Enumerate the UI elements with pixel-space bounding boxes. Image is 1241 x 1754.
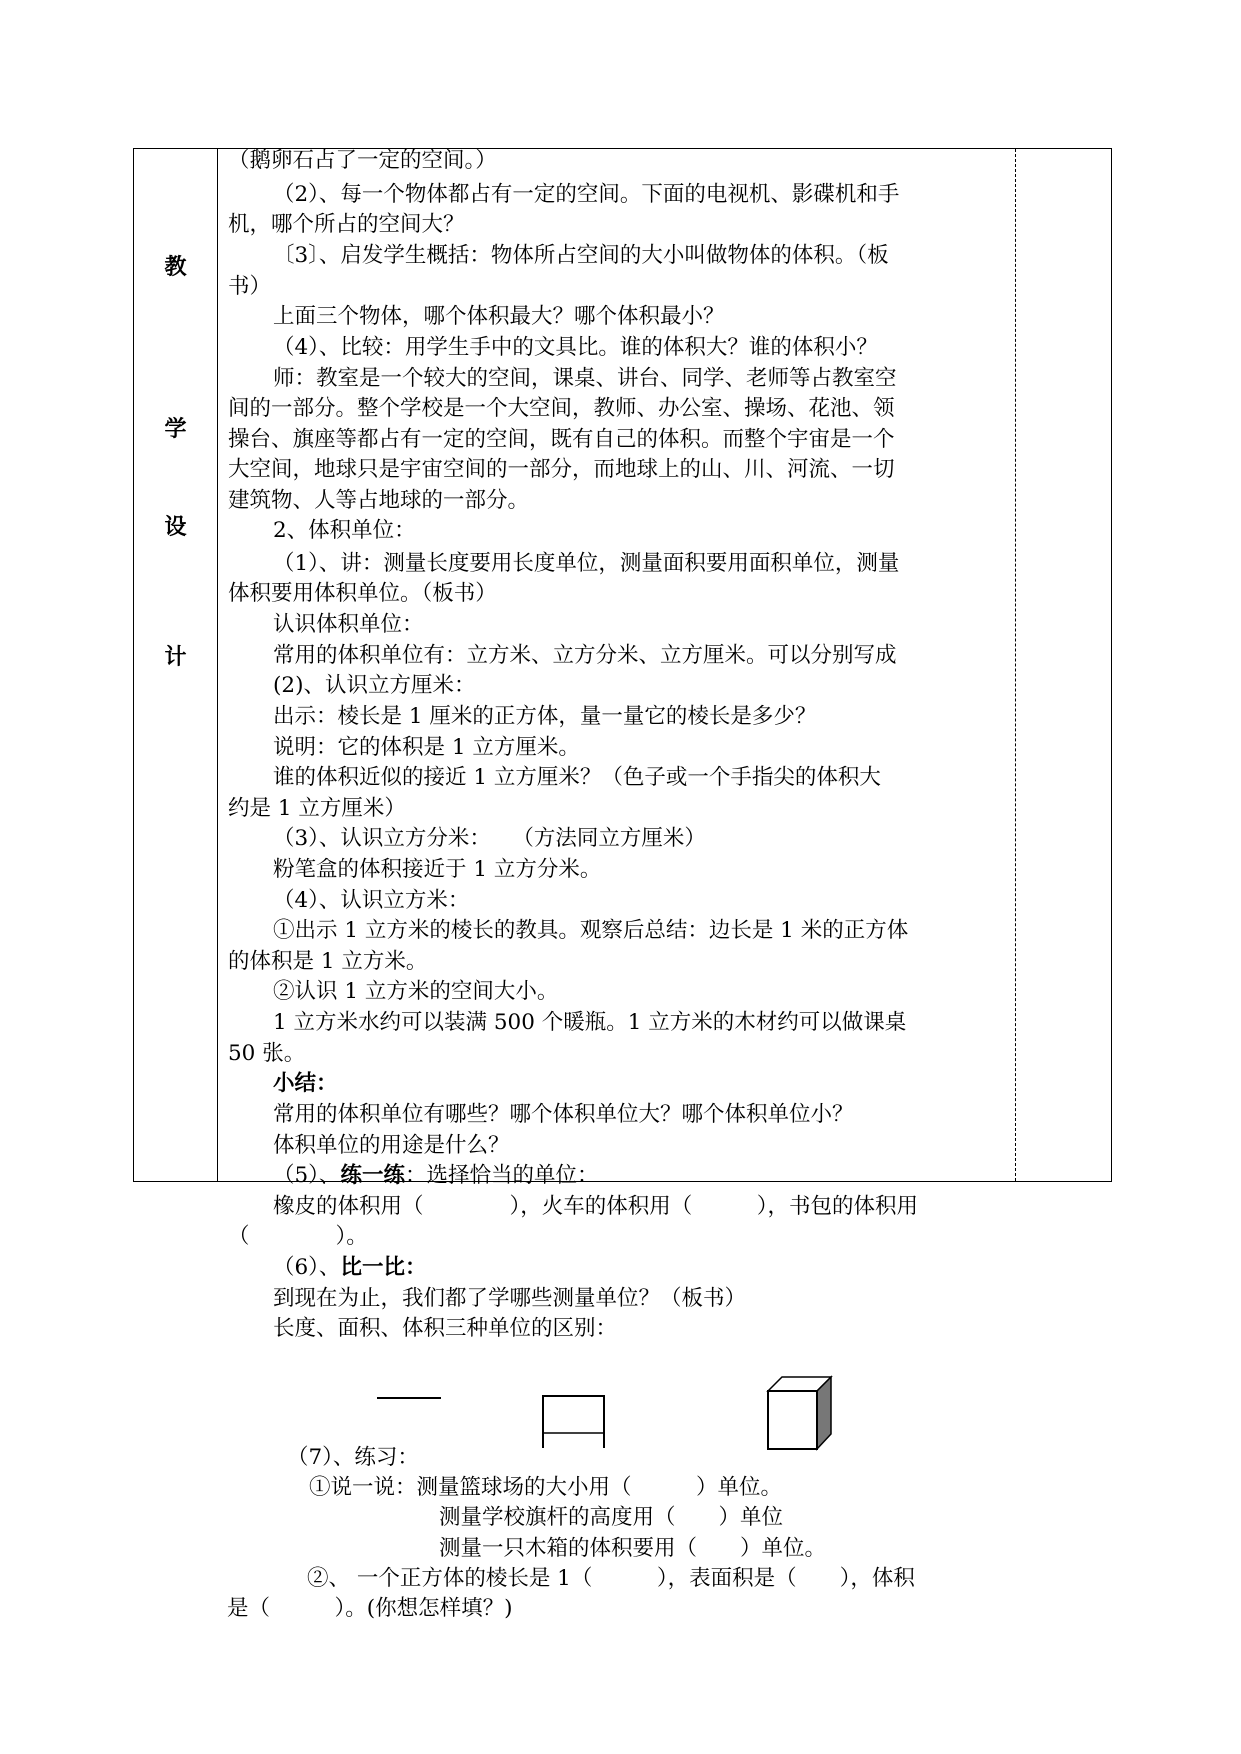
- text-line: 体积要用体积单位。（板书）: [228, 581, 497, 606]
- text-line: （4）、比较：用学生手中的文具比。谁的体积大？谁的体积小？: [273, 335, 878, 360]
- lesson-plan-table: [133, 148, 1112, 1341]
- practice-heading: （5）、练一练：选择恰当的单位：: [273, 1163, 599, 1188]
- text-line: 长度、面积、体积三种单位的区别：: [273, 1316, 618, 1341]
- column-divider-right: [1015, 149, 1016, 1181]
- text-line: （4）、认识立方米：: [273, 888, 470, 913]
- text-line: 认识体积单位：: [273, 612, 424, 637]
- volume-cube-figure: [765, 1374, 835, 1452]
- side-label-char-2: 学: [164, 416, 187, 442]
- text-line: ②认识 1 立方米的空间大小。: [273, 979, 559, 1004]
- text-line: （7）、练习：: [287, 1445, 419, 1470]
- text-line: 操台、旗座等都占有一定的空间，既有自己的体积。而整个宇宙是一个: [228, 427, 895, 452]
- text-line: 常用的体积单位有：立方米、立方分米、立方厘米。可以分别写成: [273, 643, 897, 668]
- text-line: （ ）。: [228, 1224, 368, 1249]
- text-line: 2、体积单位：: [273, 518, 416, 543]
- text-line: （2）、每一个物体都占有一定的空间。下面的电视机、影碟机和手: [273, 182, 900, 207]
- text-line: 橡皮的体积用（ ），火车的体积用（ ），书包的体积用: [273, 1194, 919, 1219]
- text-line: 〔3〕、启发学生概括：物体所占空间的大小叫做物体的体积。（板: [273, 243, 889, 268]
- text-line: 到现在为止，我们都了学哪些测量单位？（板书）: [273, 1286, 747, 1311]
- text-line: 粉笔盒的体积接近于 1 立方分米。: [273, 857, 602, 882]
- text-line: 的体积是 1 立方米。: [228, 949, 428, 974]
- text-line: 出示：棱长是 1 厘米的正方体，量一量它的棱长是多少？: [273, 704, 817, 729]
- text-line: 机，哪个所占的空间大？: [228, 212, 465, 237]
- text-line: 间的一部分。整个学校是一个大空间，教师、办公室、操场、花池、领: [228, 396, 895, 421]
- length-line-figure: [375, 1390, 445, 1410]
- side-label-char-4: 计: [164, 644, 187, 670]
- text-line: （鹅卵石占了一定的空间。）: [228, 148, 497, 173]
- side-label-char-3: 设: [164, 514, 187, 540]
- text-line: 常用的体积单位有哪些？哪个体积单位大？哪个体积单位小？: [273, 1102, 854, 1127]
- text-line: 大空间，地球只是宇宙空间的一部分，而地球上的山、川、河流、一切: [228, 457, 895, 482]
- text-line: 是（ ）。(你想怎样填？): [227, 1596, 513, 1621]
- text-line: 说明：它的体积是 1 立方厘米。: [273, 735, 580, 760]
- text-line: 建筑物、人等占地球的一部分。: [228, 488, 530, 513]
- column-divider-left: [217, 149, 218, 1181]
- text-line: （1）、讲：测量长度要用长度单位，测量面积要用面积单位，测量: [273, 551, 900, 576]
- text-line: ①说一说：测量篮球场的大小用（ ）单位。: [309, 1475, 783, 1500]
- side-label-char-1: 教: [164, 254, 187, 280]
- text-line: 师：教室是一个较大的空间，课桌、讲台、同学、老师等占教室空: [273, 366, 897, 391]
- text-line: 测量一只木箱的体积要用（ ）单位。: [439, 1536, 827, 1561]
- text-line: 书）: [228, 274, 272, 299]
- text-line: (2)、认识立方厘米：: [273, 673, 476, 698]
- text-line: 1 立方米水约可以装满 500 个暖瓶。1 立方米的木材约可以做课桌: [273, 1010, 907, 1035]
- text-line: ①出示 1 立方米的棱长的教具。观察后总结：边长是 1 米的正方体: [273, 918, 909, 943]
- text-line: 50 张。: [228, 1041, 306, 1066]
- text-line: 谁的体积近似的接近 1 立方厘米？（色子或一个手指尖的体积大: [273, 765, 881, 790]
- text-line: 上面三个物体，哪个体积最大？哪个体积最小？: [273, 304, 725, 329]
- text-line: （3）、认识立方分米： （方法同立方厘米）: [273, 826, 706, 851]
- text-line: 测量学校旗杆的高度用（ ）单位: [439, 1505, 784, 1530]
- exercise-block: [227, 1443, 1007, 1743]
- text-line: ②、 一个正方体的棱长是 1（ ），表面积是（ ），体积: [307, 1566, 915, 1591]
- text-line: 体积单位的用途是什么？: [273, 1133, 510, 1158]
- compare-heading: （6）、比一比：: [273, 1255, 427, 1280]
- summary-heading: 小结：: [273, 1071, 338, 1096]
- text-line: 约是 1 立方厘米）: [228, 796, 406, 821]
